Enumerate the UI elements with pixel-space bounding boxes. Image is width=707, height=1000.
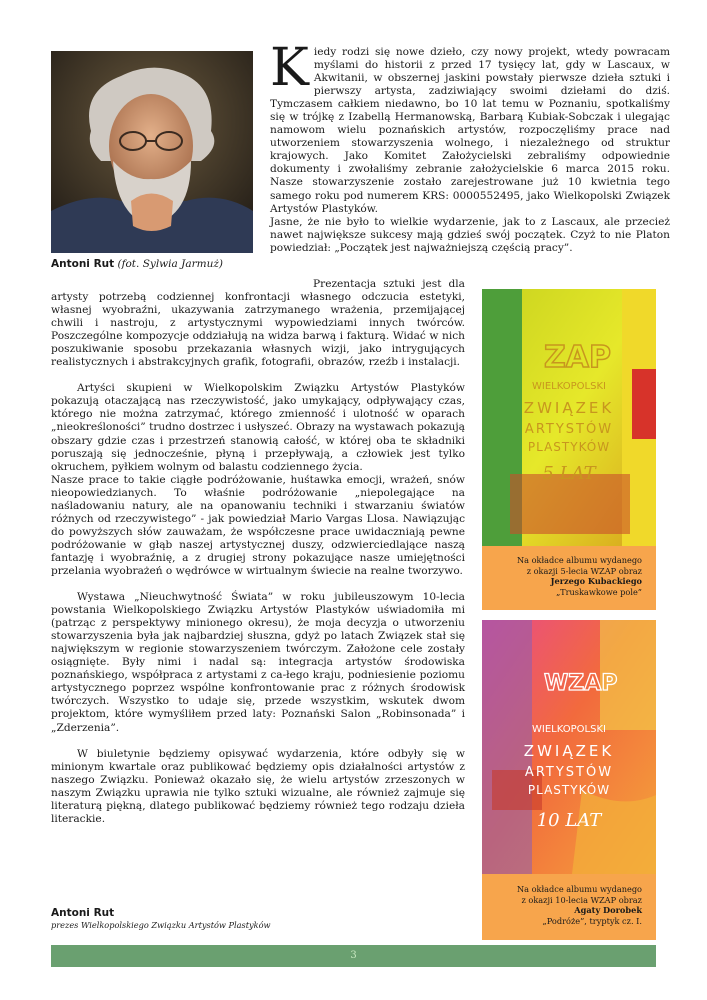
album2-logo: WZAP [544, 671, 618, 696]
album2-caption [482, 884, 656, 926]
album-panel-5-years [482, 289, 656, 610]
photo-caption-name: Antoni Rut [51, 258, 115, 270]
album2-caption-line-2: z okazji 10-lecia WZAP obraz [521, 894, 642, 905]
album2-title-line-3: ARTYSTÓW [524, 765, 614, 780]
article-body [51, 278, 465, 826]
album1-title-line-2: ZWIĄZEK [523, 399, 615, 417]
body-paragraph-1: Prezentacja sztuki jest dla artysty potrzebą codziennej konfrontacji własnego odczucia estetyki, własnej wyobraźni, ukazywania zatrzymanego wrażenia, przemijającej chwili i nastroju, z artystycznymi wypowiedziami innych twórców. Poszczególne kompozycje oddziałują na widza barwą i fakturą. Widać w nich poszukiwanie sposobu przekazania własnych wizji, jako intrygujących realistycznych i abstrakcyjnych grafik, fotografii, obrazów, rzeźb i instalacji. [51, 278, 465, 369]
album2-title-line-2: ZWIĄZEK [523, 742, 615, 760]
intro-paragraph-1: iedy rodzi się nowe dzieło, czy nowy projekt, wtedy powracam myślami do historii z przed 17 tysięcy lat, gdy w Lascaux, w Akwitanii, w obszernej jaskini powstały pierwsze dzieła sztuki i pierwszy artysta, zadziwiający swoimi dziełami do dziś. Tymczasem całkiem niedawno, bo 10 lat temu w Poznaniu, spotkaliśmy się w trójkę z Izabellą Hermanowską, Barbarą Kubiak-Sobczak i ulegając namowom wielu poznańskich artystów, rozpoczęliśmy prace nad utworzeniem stowarzyszenia wolnego, i niezależnego od struktur krajowych. Jako Komitet Założycielski zebraliśmy odpowiednie dokumenty i zwołaliśmy zebranie założycielskie 6 marca 2015 roku. Nasze stowarzyszenie zostało zarejestrowane już 10 kwietnia tego samego roku pod numerem KRS: 0000552495, jako Wielkopolski Związek Artystów Plastyków. [270, 46, 670, 215]
album-panel-10-years [482, 620, 656, 940]
album1-caption-line-1: Na okładce albumu wydanego [516, 555, 642, 565]
body-paragraph-2: Artyści skupieni w Wielkopolskim Związku Artystów Plastyków pokazują otaczającą nas rzeczywistość, jako umykający, odpływający czas, którego nie można zatrzymać, którego zmienność i ulotność w oparach „nieokreśloności” trudno dostrzec i usłyszeć. Obrazy na wystawach pokazują obszary gdzie czas i przestrzeń stanowią całość, w której oba te składniki poruszają się jednocześnie, płyną i przepływają, a człowiek jest tylko okruchem, pyłkiem wolnym od balastu codziennego życia. [51, 382, 465, 473]
photo-caption-credit: (fot. Sylwia Jarmuż) [117, 258, 223, 270]
body-paragraph-3: Nasze prace to takie ciągłe podróżowanie, huśtawka emocji, wrażeń, snów nieopowiedzianych. To właśnie podróżowanie „niepolegające na naśladowaniu natury, ale na opanowaniu techniki i stwarzaniu światów różnych od rzeczywistego” - jak powiedział Mario Vargas Llosa. Nawiązując do powyższych słów zauważam, że współczesne prace uwidaczniają pewne podróżowanie w głąb naszej artystycznej duszy, odzwierciedlające naszą fantazję i wyobraźnię, a z drugiej strony pokazujące nasze umiejętności przelania wyobrażeń o wędrówce w wirtualnym świecie na realne tworzywo. [51, 473, 465, 577]
intro-paragraph-2: Jasne, że nie było to wielkie wydarzenie, jak to z Lascaux, ale przecież nawet największe sukcesy mają gdzieś swój początek. Czyż to nie Platon powiedział: „Początek jest najważniejszą częścią pracy”. [270, 215, 670, 254]
album2-title-line-1: WIELKOPOLSKI [532, 724, 606, 735]
signature-name: Antoni Rut [51, 907, 115, 919]
album1-caption-line-2: z okazji 5-lecia WZAP obraz [526, 565, 642, 576]
dropcap: K [270, 38, 309, 98]
album2-author: Agaty Dorobek [574, 905, 642, 915]
portrait-photo [51, 51, 253, 253]
album1-caption [482, 555, 656, 597]
body-paragraph-4: Wystawa „Nieuchwytność Świata” w roku jubileuszowym 10-lecia powstania Wielkopolskiego Związku Artystów Plastyków uświadomiła mi (patrząc z perspektywy minionego okresu), że moja decyzja o utworzeniu stowarzyszenia była jak najbardziej słuszna, gdyż po latach Związek stał się największym w regionie stowarzyszeniem twórczym. Założone cele zostały osiągnięte. Były nimi i nadal są: integracja artystów środowiska poznańskiego, współpraca z artystami z ca-łego kraju, podniesienie poziomu artystycznego poprzez wspólne konfrontowanie prac z różnych środowisk twórczych. Wszystko to udaje się, przede wszystkim, wskutek dwom projektom, które wymyśliłem przed laty: Poznański Salon „Robinsonada” i „Zderzenia”. [51, 591, 465, 734]
album2-work: „Podróże”, tryptyk cz. I. [542, 915, 642, 926]
album2-caption-line-1: Na okładce albumu wydanego [516, 884, 642, 894]
album2-years: 10 LAT [536, 810, 602, 831]
album1-author: Jerzego Kubackiego [550, 576, 642, 586]
photo-caption [51, 258, 223, 270]
album-cover-10-years [482, 620, 656, 874]
album1-years: 5 LAT [542, 463, 596, 484]
album1-logo: ZAP [544, 340, 611, 375]
signature-role: prezes Wielkopolskiego Związku Artystów Plastyków [51, 920, 271, 930]
page-number: 3 [350, 950, 357, 961]
album1-title-line-4: PLASTYKÓW [527, 440, 611, 454]
album1-work: „Truskawkowe pole” [556, 586, 642, 597]
album2-title-line-4: PLASTYKÓW [527, 783, 611, 797]
intro-text [270, 38, 670, 255]
album1-title-line-3: ARTYSTÓW [524, 422, 614, 437]
album-cover-5-years [482, 289, 656, 546]
body-paragraph-5: W biuletynie będziemy opisywać wydarzenia, które odbyły się w minionym kwartale oraz publikować będziemy opis działalności artystów z naszego Związku. Ponieważ okazało się, że wielu artystów zrzeszonych w naszym Związku uprawia nie tylko sztuki wizualne, ale również zajmuje się literaturą piękną, dlatego publikować będziemy również tego rodzaju dzieła literackie. [51, 747, 465, 825]
footer-bar [51, 945, 656, 967]
album1-title-line-1: WIELKOPOLSKI [532, 381, 606, 392]
